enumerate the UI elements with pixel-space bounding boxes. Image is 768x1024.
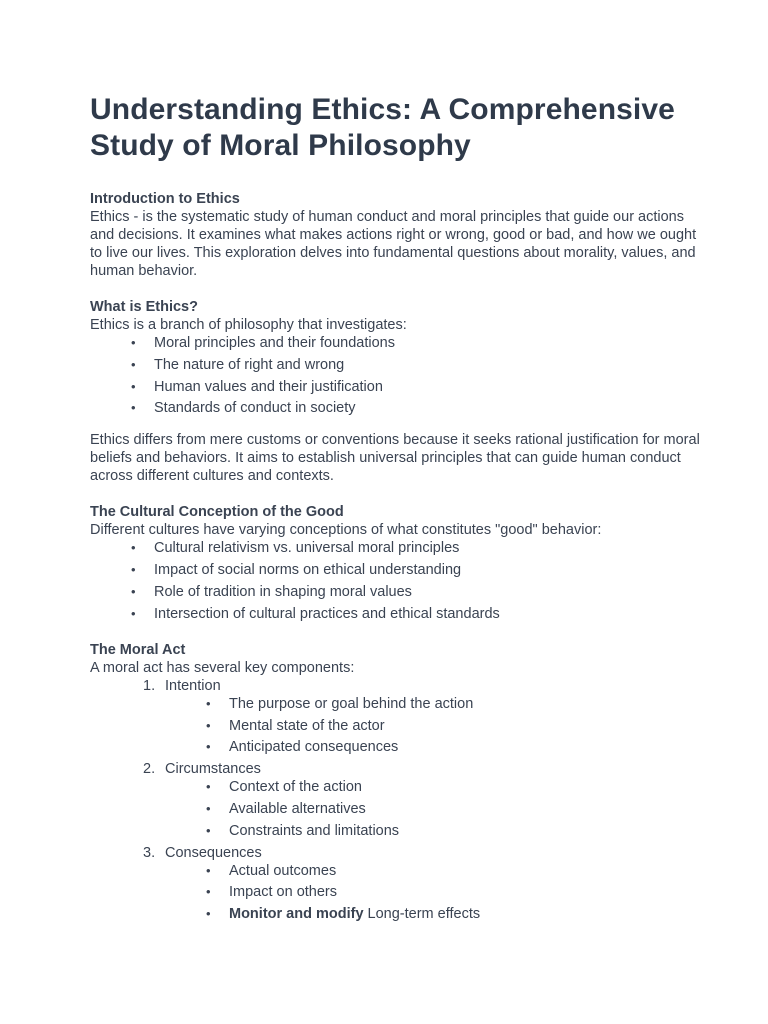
- what-is-section: [90, 298, 708, 485]
- moral-act-lead: A moral act has several key components:: [90, 659, 355, 676]
- list-item: • Impact of social norms on ethical understanding: [154, 561, 708, 579]
- intro-heading: Introduction to Ethics: [90, 191, 240, 207]
- list-item: • Cultural relativism vs. universal moral principles: [154, 539, 708, 557]
- moral-act-steps: [90, 677, 708, 923]
- step-circumstances: [143, 760, 708, 840]
- list-item: • Context of the action: [229, 778, 708, 796]
- step-label: Circumstances: [165, 761, 261, 778]
- list-item: • The purpose or goal behind the action: [229, 695, 708, 713]
- cultural-heading: The Cultural Conception of the Good: [90, 504, 344, 521]
- list-item: [229, 905, 708, 923]
- list-item: • Intersection of cultural practices and ethical standards: [154, 605, 708, 623]
- intro-text: Ethics - is the systematic study of human conduct and moral principles that guide our actions and decisions. It examines what makes actions right or wrong, good or bad, and how we ought to live our lives. This exploration delves into fundamental questions about morality, values, and human behavior.: [90, 209, 697, 279]
- moral-act-section: [90, 641, 708, 923]
- list-item: • The nature of right and wrong: [154, 356, 708, 374]
- page-title: Understanding Ethics: A Comprehensive Study of Moral Philosophy: [90, 93, 675, 162]
- step-number: 3.: [143, 844, 156, 861]
- step-number: 2.: [143, 761, 156, 778]
- what-is-list: [90, 334, 708, 417]
- what-is-heading: What is Ethics?: [90, 299, 198, 315]
- list-item: • Actual outcomes: [229, 862, 708, 880]
- moral-act-heading: The Moral Act: [90, 641, 186, 658]
- list-item: • Moral principles and their foundations: [154, 334, 708, 352]
- list-item: • Mental state of the actor: [229, 717, 708, 735]
- list-item: • Impact on others: [229, 883, 708, 901]
- step-sublist: [165, 778, 708, 840]
- list-item: • Human values and their justification: [154, 378, 708, 396]
- list-item-text: Long-term effects: [363, 906, 481, 923]
- what-is-closing: Ethics differs from mere customs or conventions because it seeks rational justification for moral beliefs and behaviors. It aims to establish universal principles that can guide human conduct across different cultures and contexts.: [90, 432, 700, 485]
- bold-phrase: Monitor and modify: [229, 906, 364, 923]
- step-sublist: [165, 862, 708, 924]
- list-item: • Constraints and limitations: [229, 822, 708, 840]
- list-item: • Anticipated consequences: [229, 738, 708, 756]
- cultural-lead: Different cultures have varying conceptions of what constitutes "good" behavior:: [90, 522, 602, 539]
- cultural-list: [90, 539, 708, 622]
- step-sublist: [165, 695, 708, 757]
- list-item: • Available alternatives: [229, 800, 708, 818]
- list-item: • Standards of conduct in society: [154, 399, 708, 417]
- step-intention: [143, 677, 708, 757]
- step-label: Intention: [165, 677, 221, 694]
- list-item: • Role of tradition in shaping moral values: [154, 583, 708, 601]
- what-is-lead: Ethics is a branch of philosophy that investigates:: [90, 317, 407, 333]
- intro-section: [90, 190, 708, 280]
- step-number: 1.: [143, 677, 156, 694]
- cultural-section: [90, 503, 708, 622]
- step-consequences: [143, 844, 708, 924]
- step-label: Consequences: [165, 844, 262, 861]
